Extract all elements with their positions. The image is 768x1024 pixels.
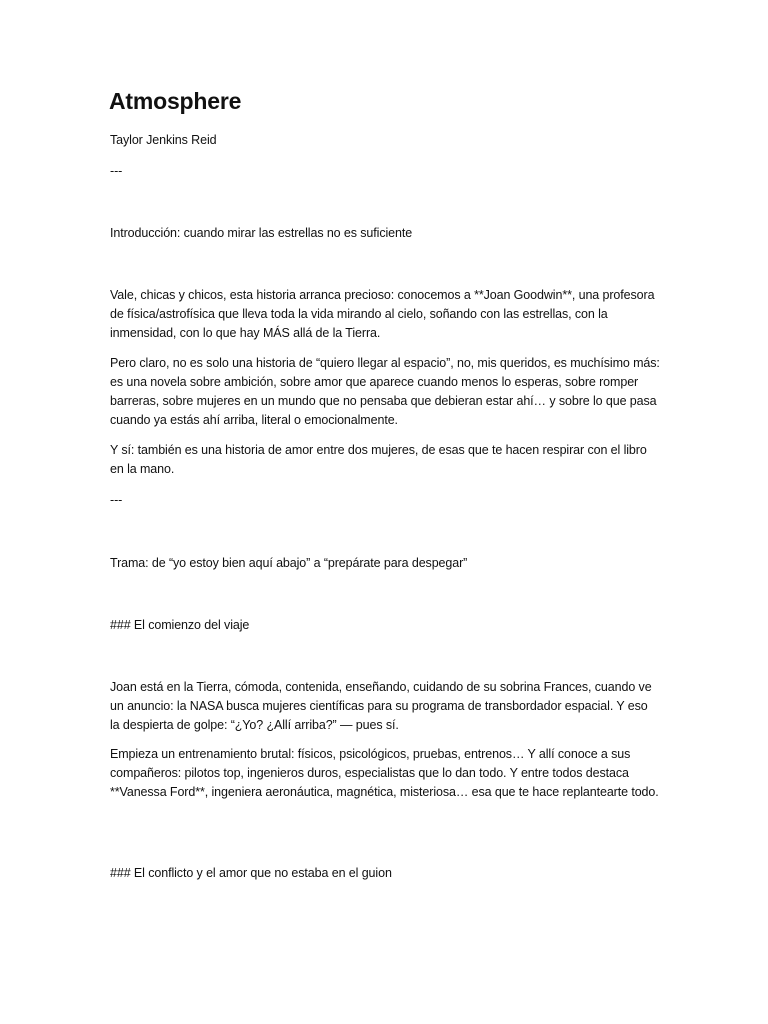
paragraph: Y sí: también es una historia de amor entre dos mujeres, de esas que te hacen respirar con el libro en la mano. [110,443,647,476]
paragraph: Vale, chicas y chicos, esta historia arranca precioso: conocemos a **Joan Goodwin**, una profesora de física/astrofísica que lleva toda la vida mirando al cielo, soñando con las estrellas, con la inmensidad, con lo que hay MÁS allá de la Tierra. [110,288,655,340]
plot-heading: Trama: de “yo estoy bien aquí abajo” a “prepárate para despegar” [110,556,468,570]
separator: --- [110,164,123,178]
author-line: Taylor Jenkins Reid [110,133,217,147]
paragraph: Joan está en la Tierra, cómoda, contenida, enseñando, cuidando de su sobrina Frances, cuando ve un anuncio: la NASA busca mujeres científicas para su programa de transbordador espacial. Y eso la despierta de golpe: “¿Yo? ¿Allí arriba?” — pues sí. [110,680,652,732]
document-title: Atmosphere [109,88,242,114]
paragraph: Pero claro, no es solo una historia de “quiero llegar al espacio”, no, mis queridos, es muchísimo más: es una novela sobre ambición, sobre amor que aparece cuando menos lo esperas, sobre romper barreras, sobre mujeres en un mundo que no pensaba que debieran estar ahí… y sobre lo que pasa cuando ya estás ahí arriba, literal o emocionalmente. [110,356,660,427]
paragraph: Empieza un entrenamiento brutal: físicos, psicológicos, pruebas, entrenos… Y allí conoce a sus compañeros: pilotos top, ingenieros duros, especialistas que lo dan todo. Y entre todos destaca **Vanessa Ford**, ingeniera aeronáutica, magnética, misteriosa… esa que te hace replantearte todo. [110,747,659,799]
subheading: ### El conflicto y el amor que no estaba en el guion [110,866,392,880]
subheading: ### El comienzo del viaje [110,618,250,632]
intro-heading: Introducción: cuando mirar las estrellas no es suficiente [110,226,413,240]
separator: --- [110,493,123,507]
